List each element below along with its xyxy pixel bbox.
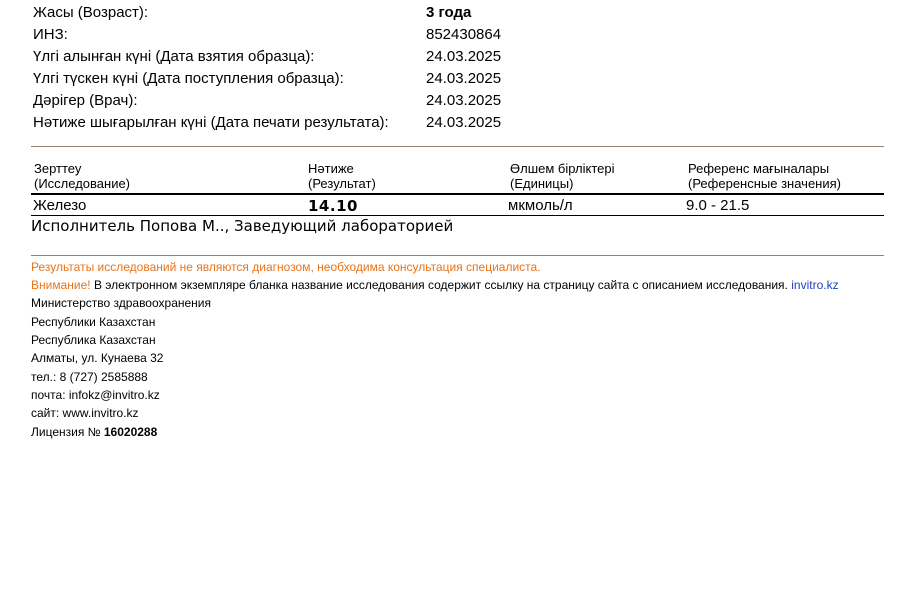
result-reference: 9.0 - 21.5 (686, 197, 750, 214)
info-label: Дәрігер (Врач): (33, 92, 138, 109)
header-result-kz: Нәтиже (308, 161, 354, 176)
info-label: Нәтиже шығарылған күні (Дата печати результата): (33, 114, 389, 131)
info-divider (31, 146, 884, 147)
info-value: 852430864 (426, 26, 502, 43)
org-line: Министерство здравоохранения (31, 296, 211, 310)
header-result (308, 161, 376, 191)
site-line: сайт: www.invitro.kz (31, 406, 139, 420)
info-label: Үлгі алынған күні (Дата взятия образца): (33, 48, 315, 65)
header-units-ru: (Единицы) (510, 176, 574, 191)
info-label: ИНЗ: (33, 26, 68, 43)
result-study: Железо (33, 197, 87, 214)
info-label: Үлгі түскен күні (Дата поступления образца): (33, 70, 344, 87)
info-value: 24.03.2025 (426, 114, 502, 131)
info-value: 24.03.2025 (426, 48, 502, 65)
header-study-ru: (Исследование) (34, 176, 131, 191)
table-header-divider (31, 193, 884, 195)
header-reference-kz: Референс мағыналары (688, 161, 830, 176)
license-line (31, 424, 157, 440)
org-line: Республика Казахстан (31, 333, 156, 347)
info-value: 3 года (426, 4, 472, 21)
result-value: 14.10 (308, 197, 358, 215)
header-reference (688, 161, 841, 191)
disclaimer-text: Результаты исследований не являются диагнозом, необходима консультация специалиста. (31, 260, 541, 274)
license-label: Лицензия № (31, 425, 101, 439)
info-label: Жасы (Возраст): (33, 4, 149, 21)
footer-divider (31, 255, 884, 256)
email-line: почта: infokz@invitro.kz (31, 388, 160, 402)
header-study-kz: Зерттеу (34, 161, 82, 176)
invitro-link[interactable]: invitro.kz (791, 278, 839, 292)
attention-line (31, 277, 839, 293)
phone-line: тел.: 8 (727) 2585888 (31, 370, 148, 384)
header-units (510, 161, 615, 191)
header-study (34, 161, 130, 191)
header-units-kz: Өлшем бірліктері (510, 161, 615, 176)
license-number: 16020288 (103, 425, 158, 439)
info-value: 24.03.2025 (426, 70, 502, 87)
executor-line: Исполнитель Попова М.., Заведующий лабораторией (31, 217, 454, 235)
org-line: Республики Казахстан (31, 315, 156, 329)
info-value: 24.03.2025 (426, 92, 502, 109)
header-reference-ru: (Референсные значения) (688, 176, 841, 191)
result-units: мкмоль/л (508, 197, 573, 214)
address-line: Алматы, ул. Кунаева 32 (31, 351, 164, 365)
header-result-ru: (Результат) (308, 176, 376, 191)
attention-label: Внимание! (31, 278, 91, 292)
attention-text: В электронном экземпляре бланка название исследования содержит ссылку на страницу сайта с описанием исследования. (93, 278, 788, 292)
